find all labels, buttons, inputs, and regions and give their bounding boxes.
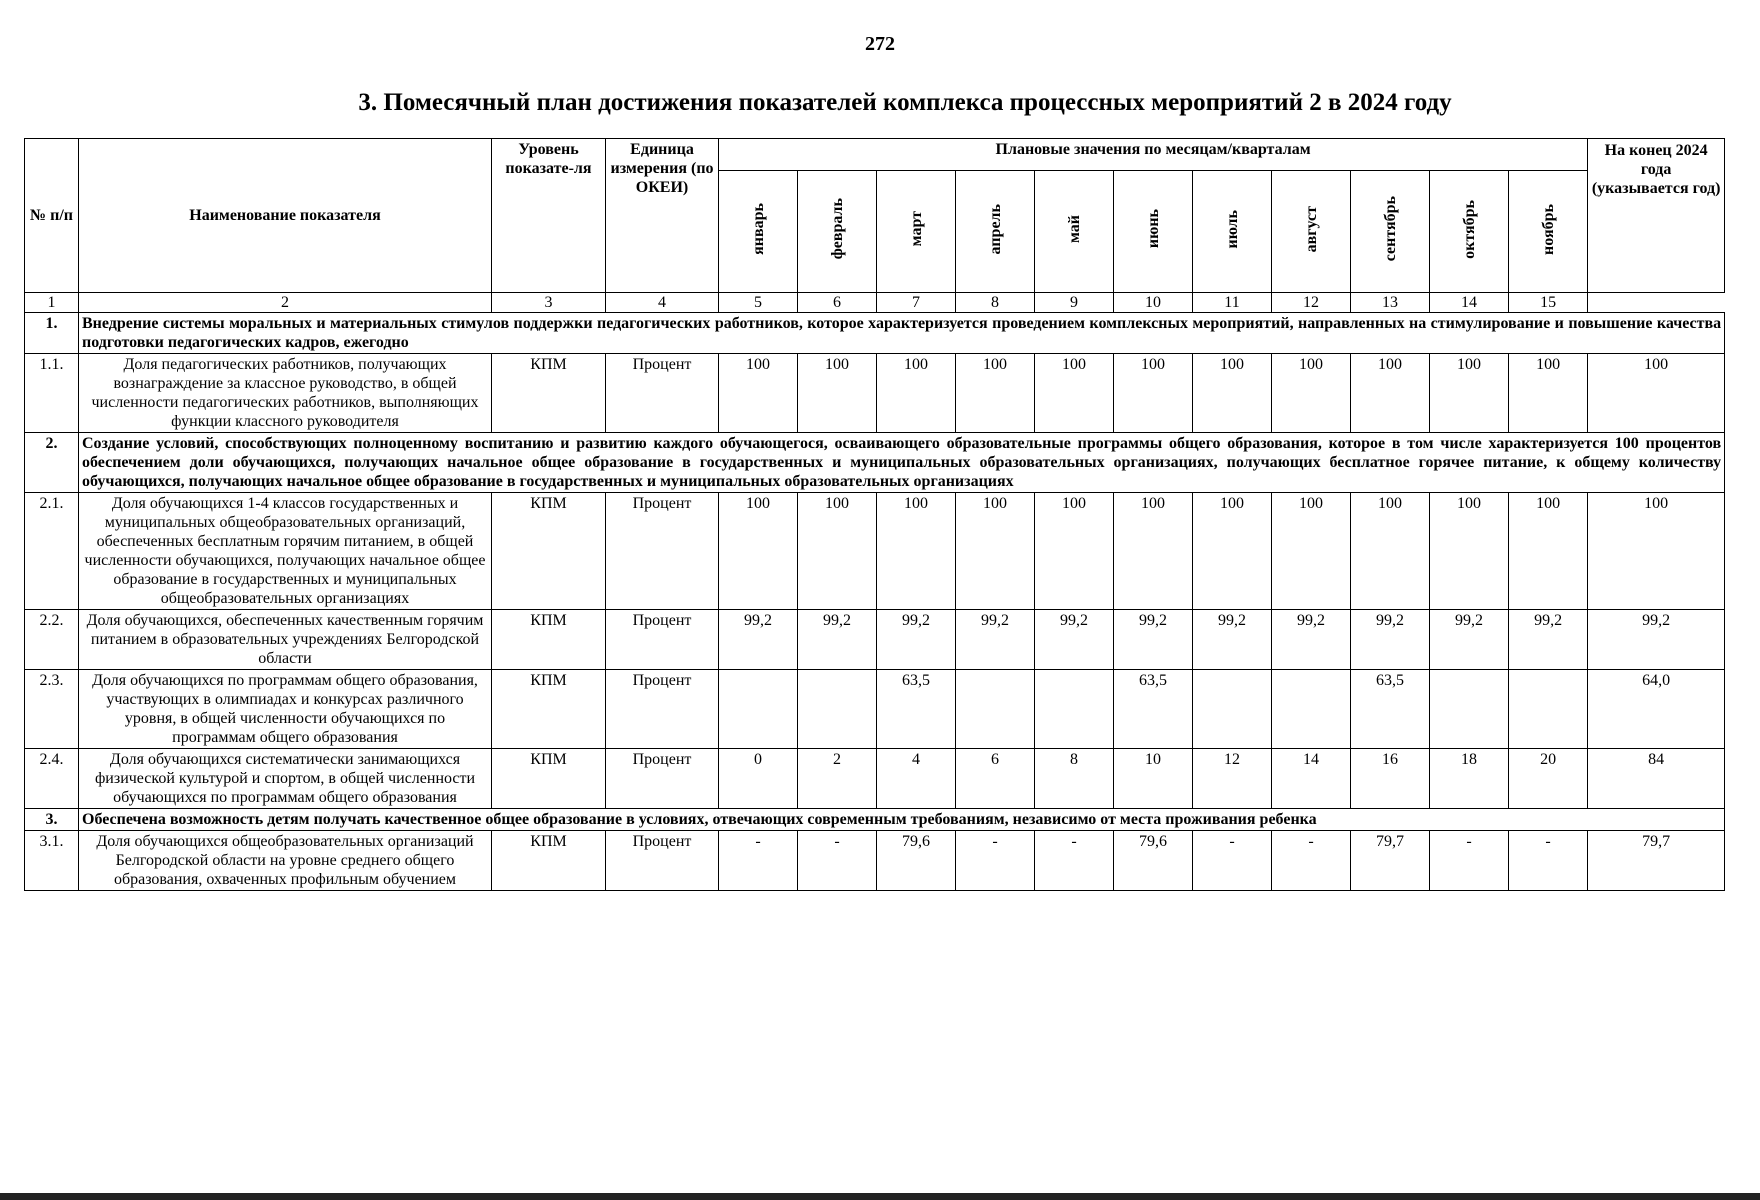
header-month — [798, 171, 877, 293]
column-number: 9 — [1035, 293, 1114, 313]
month-label: август — [1302, 205, 1320, 253]
year-end-value: 99,2 — [1588, 610, 1725, 670]
header-unit: Единица измерения (по ОКЕИ) — [606, 139, 719, 293]
indicator-name: Доля обучающихся по программам общего образования, участвующих в олимпиадах и конкурсах различного уровня, в общей численности обучающихся по программам общего образования — [79, 670, 492, 749]
month-value: - — [1509, 831, 1588, 891]
month-value: 18 — [1430, 749, 1509, 809]
header-month — [1430, 171, 1509, 293]
month-value: 100 — [1193, 354, 1272, 433]
plan-table — [24, 138, 1725, 891]
month-value: 99,2 — [877, 610, 956, 670]
header-name: Наименование показателя — [79, 139, 492, 293]
header-month — [719, 171, 798, 293]
header-month — [1351, 171, 1430, 293]
month-value: 100 — [1509, 493, 1588, 610]
month-value: - — [1272, 831, 1351, 891]
month-value: 99,2 — [1114, 610, 1193, 670]
column-number: 2 — [79, 293, 492, 313]
year-end-value: 64,0 — [1588, 670, 1725, 749]
header-row — [25, 139, 1725, 171]
header-level: Уровень показате-ля — [492, 139, 606, 293]
month-label: июнь — [1144, 209, 1162, 249]
column-number: 10 — [1114, 293, 1193, 313]
month-value: 100 — [1272, 354, 1351, 433]
month-value: 79,6 — [1114, 831, 1193, 891]
column-number: 15 — [1509, 293, 1588, 313]
month-value: 100 — [798, 493, 877, 610]
month-value: 100 — [1430, 354, 1509, 433]
section-row — [25, 433, 1725, 493]
month-label: май — [1065, 214, 1083, 243]
table-row — [25, 670, 1725, 749]
year-end-value: 100 — [1588, 493, 1725, 610]
section-title: Обеспечена возможность детям получать качественное общее образование в условиях, отвечающих современным требованиям, независимо от места проживания ребенка — [79, 809, 1725, 831]
month-value: 100 — [719, 493, 798, 610]
month-value: 14 — [1272, 749, 1351, 809]
indicator-name: Доля обучающихся, обеспеченных качественным горячим питанием в образовательных учреждениях Белгородской области — [79, 610, 492, 670]
table-row — [25, 749, 1725, 809]
month-label: октябрь — [1460, 199, 1478, 259]
header-month — [1035, 171, 1114, 293]
column-number: 14 — [1430, 293, 1509, 313]
section-number: 2. — [25, 433, 79, 493]
footer-bar — [0, 1193, 1760, 1200]
month-value: 100 — [798, 354, 877, 433]
section-title: Создание условий, способствующих полноценному воспитанию и развитию каждого обучающегося, осваивающего образовательные программы общего образования, которое в том числе характеризуется 100 процентов обеспечением доли обучающихся, получающих начальное общее образование в государственных и муниципальных образовательных организациях, получающих бесплатное горячее питание, к общему количеству обучающихся, получающих начальное общее образование в государственных и муниципальных образовательных организациях — [79, 433, 1725, 493]
month-value: 100 — [1114, 354, 1193, 433]
column-number: 12 — [1272, 293, 1351, 313]
month-value: 100 — [877, 493, 956, 610]
month-value: 100 — [956, 493, 1035, 610]
month-value: 99,2 — [1351, 610, 1430, 670]
row-number: 1.1. — [25, 354, 79, 433]
month-value: 100 — [1430, 493, 1509, 610]
month-value: - — [719, 831, 798, 891]
month-value: 2 — [798, 749, 877, 809]
month-label: сентябрь — [1381, 196, 1399, 262]
page-title: 3. Помесячный план достижения показателей комплекса процессных мероприятий 2 в 2024 году — [358, 89, 1452, 116]
table-row — [25, 831, 1725, 891]
indicator-name: Доля обучающихся систематически занимающихся физической культурой и спортом, в общей численности обучающихся по программам общего образования — [79, 749, 492, 809]
section-title: Внедрение системы моральных и материальных стимулов поддержки педагогических работников, которое характеризуется проведением комплексных мероприятий, направленных на стимулирование и повышение качества подготовки педагогических кадров, ежегодно — [79, 313, 1725, 354]
header-month — [1193, 171, 1272, 293]
year-end-value: 79,7 — [1588, 831, 1725, 891]
month-label: апрель — [986, 203, 1004, 255]
indicator-unit: Процент — [606, 670, 719, 749]
month-value: 0 — [719, 749, 798, 809]
month-value: 100 — [719, 354, 798, 433]
month-value — [1193, 670, 1272, 749]
row-number: 2.4. — [25, 749, 79, 809]
column-number-row — [25, 293, 1725, 313]
month-value: 100 — [877, 354, 956, 433]
month-label: июль — [1223, 209, 1241, 249]
column-number: 5 — [719, 293, 798, 313]
month-value: 16 — [1351, 749, 1430, 809]
month-value: 100 — [1272, 493, 1351, 610]
month-value: 99,2 — [1035, 610, 1114, 670]
column-number: 13 — [1351, 293, 1430, 313]
indicator-unit: Процент — [606, 610, 719, 670]
section-row — [25, 313, 1725, 354]
month-value: 100 — [1509, 354, 1588, 433]
month-value — [1430, 670, 1509, 749]
month-label: ноябрь — [1539, 203, 1557, 255]
month-value: 99,2 — [1193, 610, 1272, 670]
month-value: 6 — [956, 749, 1035, 809]
month-value — [719, 670, 798, 749]
indicator-name: Доля обучающихся общеобразовательных организаций Белгородской области на уровне среднего общего образования, охваченных профильным обучением — [79, 831, 492, 891]
month-value: 79,6 — [877, 831, 956, 891]
header-month — [877, 171, 956, 293]
indicator-name: Доля обучающихся 1-4 классов государственных и муниципальных общеобразовательных организаций, обеспеченных бесплатным горячим питанием, в общей численности обучающихся, получающих начальное общее образование в государственных и муниципальных общеобразовательных организациях — [79, 493, 492, 610]
month-value: 4 — [877, 749, 956, 809]
row-number: 2.3. — [25, 670, 79, 749]
indicator-level: КПМ — [492, 610, 606, 670]
month-value — [1035, 670, 1114, 749]
month-value: 20 — [1509, 749, 1588, 809]
table-row — [25, 493, 1725, 610]
month-value — [798, 670, 877, 749]
column-number: 4 — [606, 293, 719, 313]
indicator-name: Доля педагогических работников, получающих вознаграждение за классное руководство, в общей численности педагогических работников, выполняющих функции классного руководителя — [79, 354, 492, 433]
month-label: февраль — [828, 198, 846, 260]
header-planned: Плановые значения по месяцам/кварталам — [719, 139, 1588, 171]
month-value: 99,2 — [1272, 610, 1351, 670]
month-value: - — [956, 831, 1035, 891]
month-value: 100 — [956, 354, 1035, 433]
header-month — [1509, 171, 1588, 293]
header-month — [956, 171, 1035, 293]
header-month — [1114, 171, 1193, 293]
month-value: 100 — [1035, 354, 1114, 433]
row-number: 3.1. — [25, 831, 79, 891]
header-num: № п/п — [25, 139, 79, 293]
month-value: - — [1430, 831, 1509, 891]
month-value: 100 — [1351, 493, 1430, 610]
month-value: 99,2 — [798, 610, 877, 670]
indicator-unit: Процент — [606, 354, 719, 433]
month-value: 12 — [1193, 749, 1272, 809]
month-value: - — [798, 831, 877, 891]
month-value: 99,2 — [1430, 610, 1509, 670]
indicator-unit: Процент — [606, 749, 719, 809]
month-value — [956, 670, 1035, 749]
table-row — [25, 610, 1725, 670]
row-number: 2.1. — [25, 493, 79, 610]
column-number: 1 — [25, 293, 79, 313]
month-value: 63,5 — [877, 670, 956, 749]
column-number: 7 — [877, 293, 956, 313]
month-value: 100 — [1035, 493, 1114, 610]
indicator-level: КПМ — [492, 354, 606, 433]
indicator-level: КПМ — [492, 493, 606, 610]
month-value: 99,2 — [1509, 610, 1588, 670]
section-number: 3. — [25, 809, 79, 831]
month-value: 100 — [1351, 354, 1430, 433]
month-value: 8 — [1035, 749, 1114, 809]
year-end-value: 84 — [1588, 749, 1725, 809]
month-value: 100 — [1114, 493, 1193, 610]
indicator-level: КПМ — [492, 749, 606, 809]
month-value: 100 — [1193, 493, 1272, 610]
month-value: 99,2 — [956, 610, 1035, 670]
column-number: 3 — [492, 293, 606, 313]
column-number: 11 — [1193, 293, 1272, 313]
section-number: 1. — [25, 313, 79, 354]
table-row — [25, 354, 1725, 433]
page-number: 272 — [865, 33, 895, 55]
month-value: - — [1193, 831, 1272, 891]
indicator-unit: Процент — [606, 831, 719, 891]
month-value — [1509, 670, 1588, 749]
indicator-unit: Процент — [606, 493, 719, 610]
indicator-level: КПМ — [492, 831, 606, 891]
column-number: 8 — [956, 293, 1035, 313]
header-month — [1272, 171, 1351, 293]
row-number: 2.2. — [25, 610, 79, 670]
column-number: 6 — [798, 293, 877, 313]
month-label: январь — [749, 203, 767, 255]
month-value: - — [1035, 831, 1114, 891]
month-value: 10 — [1114, 749, 1193, 809]
month-value — [1272, 670, 1351, 749]
header-end: На конец 2024 года (указывается год) — [1588, 139, 1725, 293]
month-value: 63,5 — [1114, 670, 1193, 749]
month-value: 99,2 — [719, 610, 798, 670]
section-row — [25, 809, 1725, 831]
month-label: март — [907, 211, 925, 247]
year-end-value: 100 — [1588, 354, 1725, 433]
indicator-level: КПМ — [492, 670, 606, 749]
month-value: 79,7 — [1351, 831, 1430, 891]
month-value: 63,5 — [1351, 670, 1430, 749]
